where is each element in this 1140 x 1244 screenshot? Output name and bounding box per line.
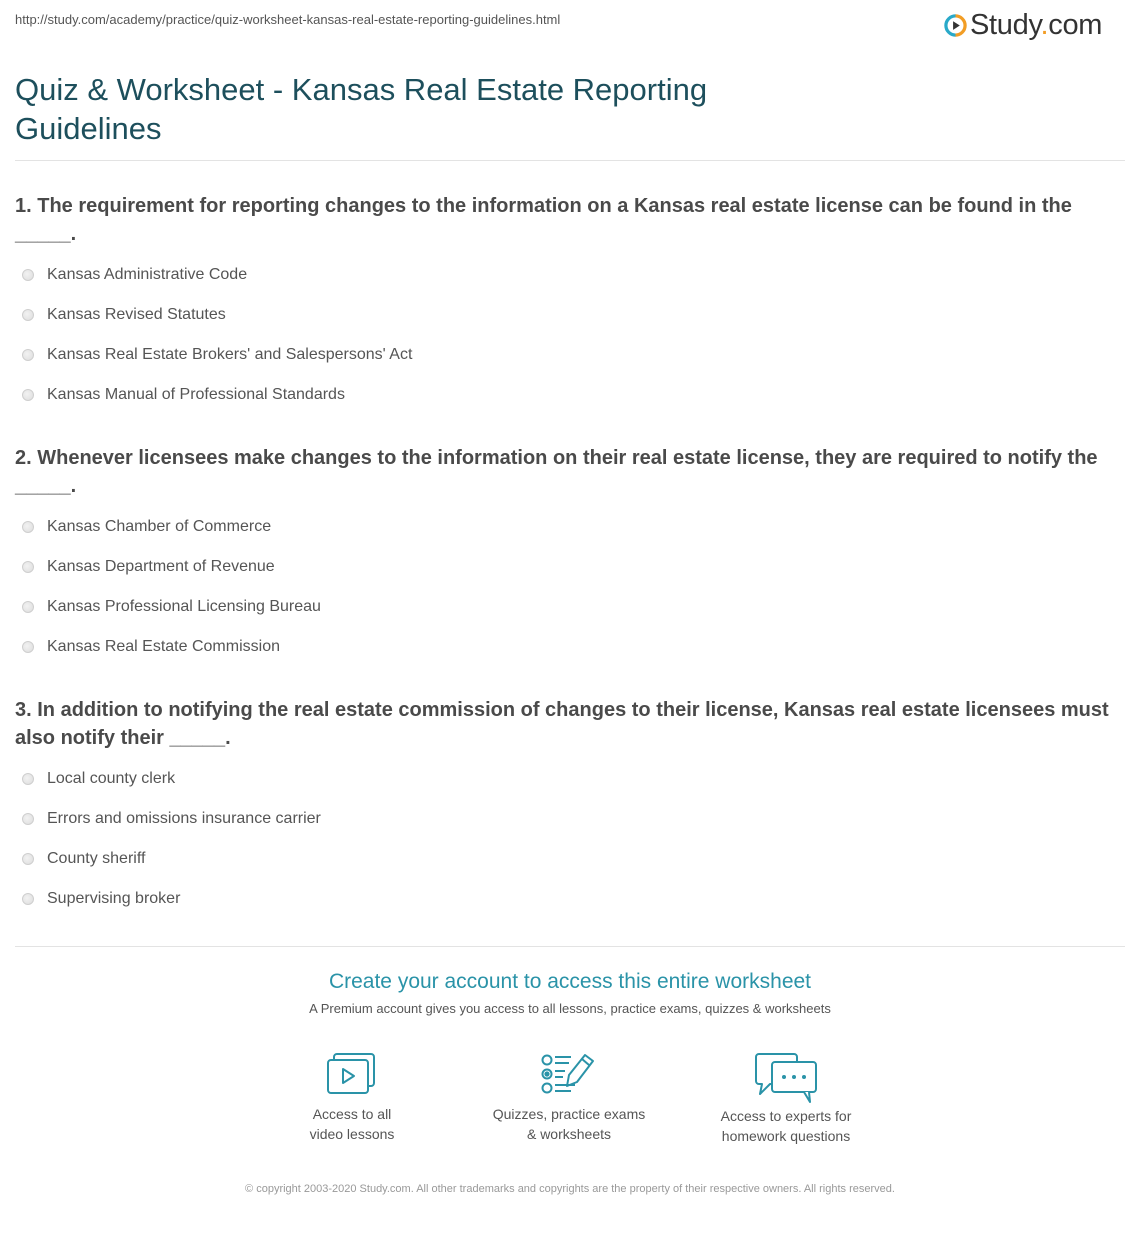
option-label: Kansas Professional Licensing Bureau — [47, 598, 321, 615]
option-label: County sheriff — [47, 850, 146, 867]
radio-button[interactable] — [22, 853, 34, 865]
answer-option[interactable] — [22, 375, 412, 415]
question-2: 2. Whenever licensees make changes to the information on their real estate license, they are required to notify the _____. — [15, 447, 1098, 497]
radio-button[interactable] — [22, 641, 34, 653]
play-circle-logo-icon — [944, 14, 967, 37]
answer-option[interactable] — [22, 879, 321, 919]
feature-label: Access to all video lessons — [309, 1106, 395, 1142]
radio-button[interactable] — [22, 561, 34, 573]
feature-label: Quizzes, practice exams & worksheets — [492, 1106, 646, 1142]
page-url: http://study.com/academy/practice/quiz-worksheet-kansas-real-estate-reporting-guidelines.html — [15, 12, 561, 27]
feature-quizzes — [469, 1052, 669, 1144]
logo-wordmark: Study.com — [970, 9, 1103, 41]
question-1: 1. The requirement for reporting changes to the information on a Kansas real estate license can be found in the _____. — [15, 195, 1072, 245]
cta-subtitle: A Premium account gives you access to all lessons, practice exams, quizzes & worksheets — [309, 1001, 831, 1016]
radio-button[interactable] — [22, 773, 34, 785]
feature-video-lessons — [252, 1052, 452, 1144]
option-label: Kansas Administrative Code — [47, 266, 248, 283]
feature-experts — [686, 1052, 886, 1146]
radio-button[interactable] — [22, 813, 34, 825]
radio-button[interactable] — [22, 521, 34, 533]
copyright-notice: © copyright 2003-2020 Study.com. All other trademarks and copyrights are the property of their respective owners. All rights reserved. — [245, 1183, 895, 1195]
answer-option[interactable] — [22, 335, 412, 375]
radio-button[interactable] — [22, 389, 34, 401]
option-label: Errors and omissions insurance carrier — [47, 810, 321, 827]
option-label: Supervising broker — [47, 890, 181, 907]
question-1-options — [22, 255, 412, 415]
option-label: Kansas Real Estate Brokers' and Salespersons' Act — [47, 346, 413, 363]
radio-button[interactable] — [22, 893, 34, 905]
header-divider — [15, 160, 1125, 161]
cta-divider — [15, 946, 1125, 947]
option-label: Kansas Real Estate Commission — [47, 638, 280, 655]
question-3: 3. In addition to notifying the real estate commission of changes to their license, Kansas real estate licensees must also notify their _____. — [15, 699, 1109, 749]
question-2-options — [22, 507, 321, 667]
option-label: Local county clerk — [47, 770, 176, 787]
answer-option[interactable] — [22, 295, 412, 335]
answer-option[interactable] — [22, 587, 321, 627]
feature-label: Access to experts for homework questions — [720, 1108, 852, 1144]
option-label: Kansas Department of Revenue — [47, 558, 275, 575]
option-label: Kansas Chamber of Commerce — [47, 518, 272, 535]
page-title: Quiz & Worksheet - Kansas Real Estate Reporting Guidelines — [15, 72, 708, 146]
question-3-options — [22, 759, 321, 919]
radio-button[interactable] — [22, 601, 34, 613]
radio-button[interactable] — [22, 309, 34, 321]
answer-option[interactable] — [22, 255, 412, 295]
radio-button[interactable] — [22, 269, 34, 281]
chat-bubbles-icon — [754, 1052, 818, 1104]
quiz-checklist-icon — [541, 1052, 597, 1096]
answer-option[interactable] — [22, 507, 321, 547]
radio-button[interactable] — [22, 349, 34, 361]
create-account-link[interactable]: Create your account to access this entire worksheet — [328, 970, 812, 993]
study-logo[interactable] — [944, 9, 1102, 41]
option-label: Kansas Revised Statutes — [47, 306, 226, 323]
answer-option[interactable] — [22, 759, 321, 799]
answer-option[interactable] — [22, 547, 321, 587]
video-lessons-icon — [326, 1052, 378, 1096]
answer-option[interactable] — [22, 799, 321, 839]
answer-option[interactable] — [22, 839, 321, 879]
option-label: Kansas Manual of Professional Standards — [47, 386, 345, 403]
answer-option[interactable] — [22, 627, 321, 667]
